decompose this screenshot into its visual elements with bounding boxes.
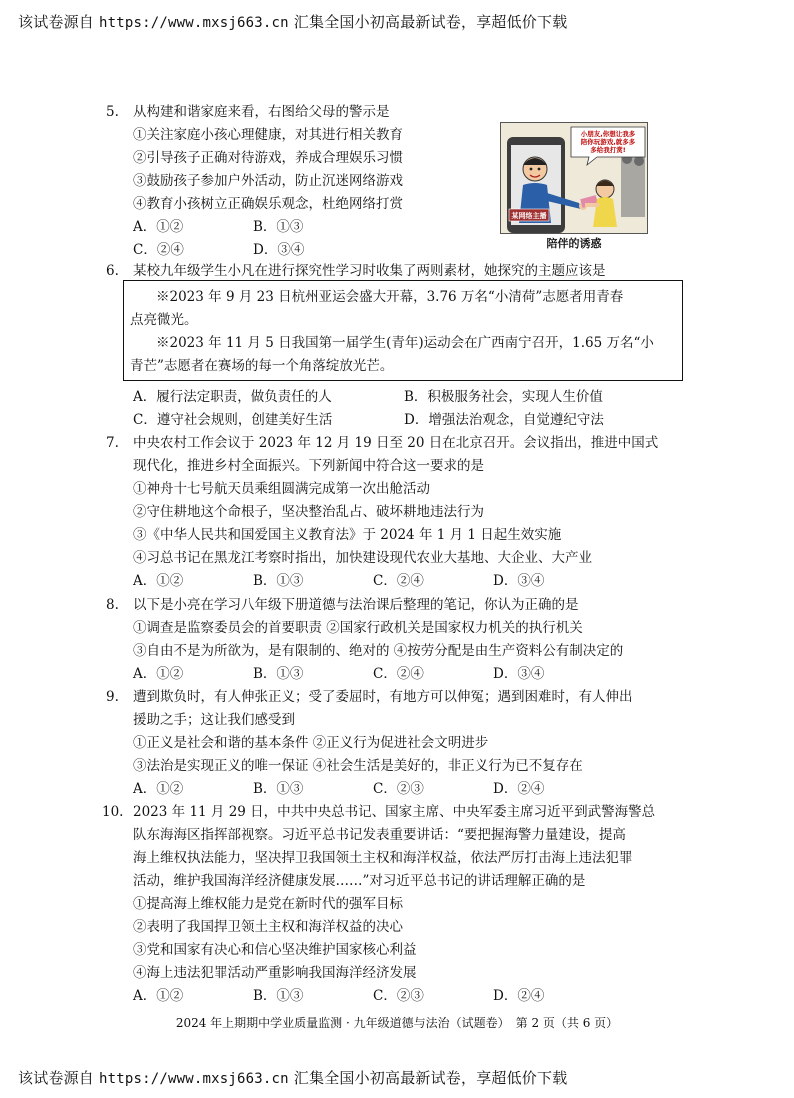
top-source-banner <box>18 11 567 32</box>
question-7-stem-2: 现代化，推进乡村全面振兴。下列新闻中符合这一要求的是 <box>133 458 484 474</box>
question-5-option-c[interactable]: C．②④ <box>133 242 184 258</box>
question-7-option-a[interactable]: A．①② <box>133 573 184 589</box>
question-10-option-b[interactable]: B．①③ <box>253 988 304 1004</box>
question-8-number: 8. <box>106 597 119 613</box>
banner-url-link[interactable]: https://www.mxsj663.cn <box>98 1071 289 1087</box>
cartoon-sign: 某网络主播 <box>511 212 547 220</box>
material-line-2: 点亮微光。 <box>130 312 198 328</box>
question-7-item-4: ④习总书记在黑龙江考察时指出，加快建设现代农业大基地、大企业、大产业 <box>133 550 592 566</box>
question-9-option-d[interactable]: D．②④ <box>493 781 545 797</box>
question-7-option-b[interactable]: B．①③ <box>253 573 304 589</box>
question-9-option-c[interactable]: C．②③ <box>373 781 424 797</box>
question-10-option-a[interactable]: A．①② <box>133 988 184 1004</box>
question-6-option-d[interactable]: D．增强法治观念，自觉遵纪守法 <box>404 412 604 428</box>
material-line-4: 青芒”志愿者在赛场的每一个角落绽放光芒。 <box>130 358 394 374</box>
cartoon-caption: 陪伴的诱惑 <box>546 237 602 250</box>
question-9-number: 9. <box>106 689 119 705</box>
question-9-items-3-4: ③法治是实现正义的唯一保证 ④社会生活是美好的，非正义行为已不复存在 <box>133 758 583 774</box>
question-10-stem-3: 海上维权执法能力，坚决捍卫我国领土主权和海洋权益，依法严厉打击海上违法犯罪 <box>133 850 633 866</box>
question-9-option-b[interactable]: B．①③ <box>253 781 304 797</box>
question-8-option-b[interactable]: B．①③ <box>253 666 304 682</box>
question-10-item-4: ④海上违法犯罪活动严重影响我国海洋经济发展 <box>133 965 417 981</box>
banner-suffix: 汇集全国小初高最新试卷，享超低价下载 <box>293 13 568 31</box>
question-9-option-a[interactable]: A．①② <box>133 781 184 797</box>
question-10-item-1: ①提高海上维权能力是党在新时代的强军目标 <box>133 896 403 912</box>
material-line-1: ※2023 年 9 月 23 日杭州亚运会盛大开幕，3.76 万名“小清荷”志愿者用青春 <box>156 289 624 305</box>
question-8-items-3-4: ③自由不是为所欲为，是有限制的、绝对的 ④按劳分配是由生产资料公有制决定的 <box>133 643 624 659</box>
question-7-item-2: ②守住耕地这个命根子，坚决整治乱占、破坏耕地违法行为 <box>133 504 484 520</box>
question-7-stem-1: 中央农村工作会议于 2023 年 12 月 19 日至 20 日在北京召开。会议指出，推进中国式 <box>133 435 659 451</box>
question-10-number: 10. <box>102 804 124 820</box>
question-8-items-1-2: ①调查是监察委员会的首要职责 ②国家行政机关是国家权力机关的执行机关 <box>133 620 583 636</box>
question-6-material-box <box>123 280 683 381</box>
question-6-option-a[interactable]: A．履行法定职责，做负责任的人 <box>133 389 332 405</box>
question-6-stem: 某校九年级学生小凡在进行探究性学习时收集了两则素材，她探究的主题应该是 <box>133 263 606 279</box>
question-5-option-b[interactable]: B．①③ <box>253 219 304 235</box>
question-5-number: 5. <box>106 104 119 120</box>
banner-prefix: 该试卷源自 <box>18 13 95 31</box>
question-6-number: 6. <box>106 263 119 279</box>
question-9-items-1-2: ①正义是社会和谐的基本条件 ②正义行为促进社会文明进步 <box>133 735 489 751</box>
question-9-stem-2: 援助之手；这让我们感受到 <box>133 712 295 728</box>
page-footer: 2024 年上期期中学业质量监测 · 九年级道德与法治（试题卷） 第 2 页（共 6 页） <box>175 1016 619 1030</box>
question-5-stem: 从构建和谐家庭来看，右图给父母的警示是 <box>133 104 390 120</box>
question-9-stem-1: 遭到欺负时，有人伸张正义；受了委屈时，有地方可以伸冤；遇到困难时，有人伸出 <box>133 689 633 705</box>
question-7-item-3: ③《中华人民共和国爱国主义教育法》于 2024 年 1 月 1 日起生效实施 <box>133 527 562 543</box>
bubble-line-3: 多给我打赏! <box>590 146 626 154</box>
question-8-option-c[interactable]: C．②④ <box>373 666 424 682</box>
material-line-3: ※2023 年 11 月 5 日我国第一届学生(青年)运动会在广西南宁召开，1.65 万名“小 <box>156 335 654 351</box>
bubble-line-1: 小朋友,你想让我多 <box>580 130 636 138</box>
question-8-option-d[interactable]: D．③④ <box>493 666 545 682</box>
question-7-option-c[interactable]: C．②④ <box>373 573 424 589</box>
question-10-item-3: ③党和国家有决心和信心坚决维护国家核心利益 <box>133 942 417 958</box>
cartoon-illustration <box>500 122 648 234</box>
question-5-item-2: ②引导孩子正确对待游戏，养成合理娱乐习惯 <box>133 150 403 166</box>
question-5-option-d[interactable]: D．③④ <box>253 242 305 258</box>
question-10-option-d[interactable]: D．②④ <box>493 988 545 1004</box>
question-6-option-c[interactable]: C．遵守社会规则，创建美好生活 <box>133 412 333 428</box>
question-5-item-1: ①关注家庭小孩心理健康，对其进行相关教育 <box>133 127 403 143</box>
banner-suffix: 汇集全国小初高最新试卷，享超低价下载 <box>293 1069 568 1087</box>
question-10-stem-4: 活动，维护我国海洋经济健康发展……”对习近平总书记的讲话理解正确的是 <box>133 873 586 889</box>
banner-url-link[interactable]: https://www.mxsj663.cn <box>98 15 289 31</box>
question-10-stem-2: 队东海海区指挥部视察。习近平总书记发表重要讲话：“要把握海警力量建设，提高 <box>133 827 626 843</box>
bubble-line-2: 陪你玩游戏,就多多 <box>580 138 636 146</box>
question-8-stem: 以下是小亮在学习八年级下册道德与法治课后整理的笔记，你认为正确的是 <box>133 597 579 613</box>
question-5-item-4: ④教育小孩树立正确娱乐观念，杜绝网络打赏 <box>133 196 403 212</box>
question-10-item-2: ②表明了我国捍卫领土主权和海洋权益的决心 <box>133 919 403 935</box>
question-7-number: 7. <box>106 435 119 451</box>
question-8-option-a[interactable]: A．①② <box>133 666 184 682</box>
question-10-option-c[interactable]: C．②③ <box>373 988 424 1004</box>
banner-prefix: 该试卷源自 <box>18 1069 95 1087</box>
question-7-item-1: ①神舟十七号航天员乘组圆满完成第一次出舱活动 <box>133 481 430 497</box>
bottom-source-banner <box>18 1067 567 1088</box>
question-5-item-3: ③鼓励孩子参加户外活动，防止沉迷网络游戏 <box>133 173 403 189</box>
question-6-option-b[interactable]: B．积极服务社会，实现人生价值 <box>404 389 603 405</box>
question-7-option-d[interactable]: D．③④ <box>493 573 545 589</box>
question-10-stem-1: 2023 年 11 月 29 日，中共中央总书记、国家主席、中央军委主席习近平到武警海警总 <box>133 804 656 820</box>
question-5-option-a[interactable]: A．①② <box>133 219 184 235</box>
